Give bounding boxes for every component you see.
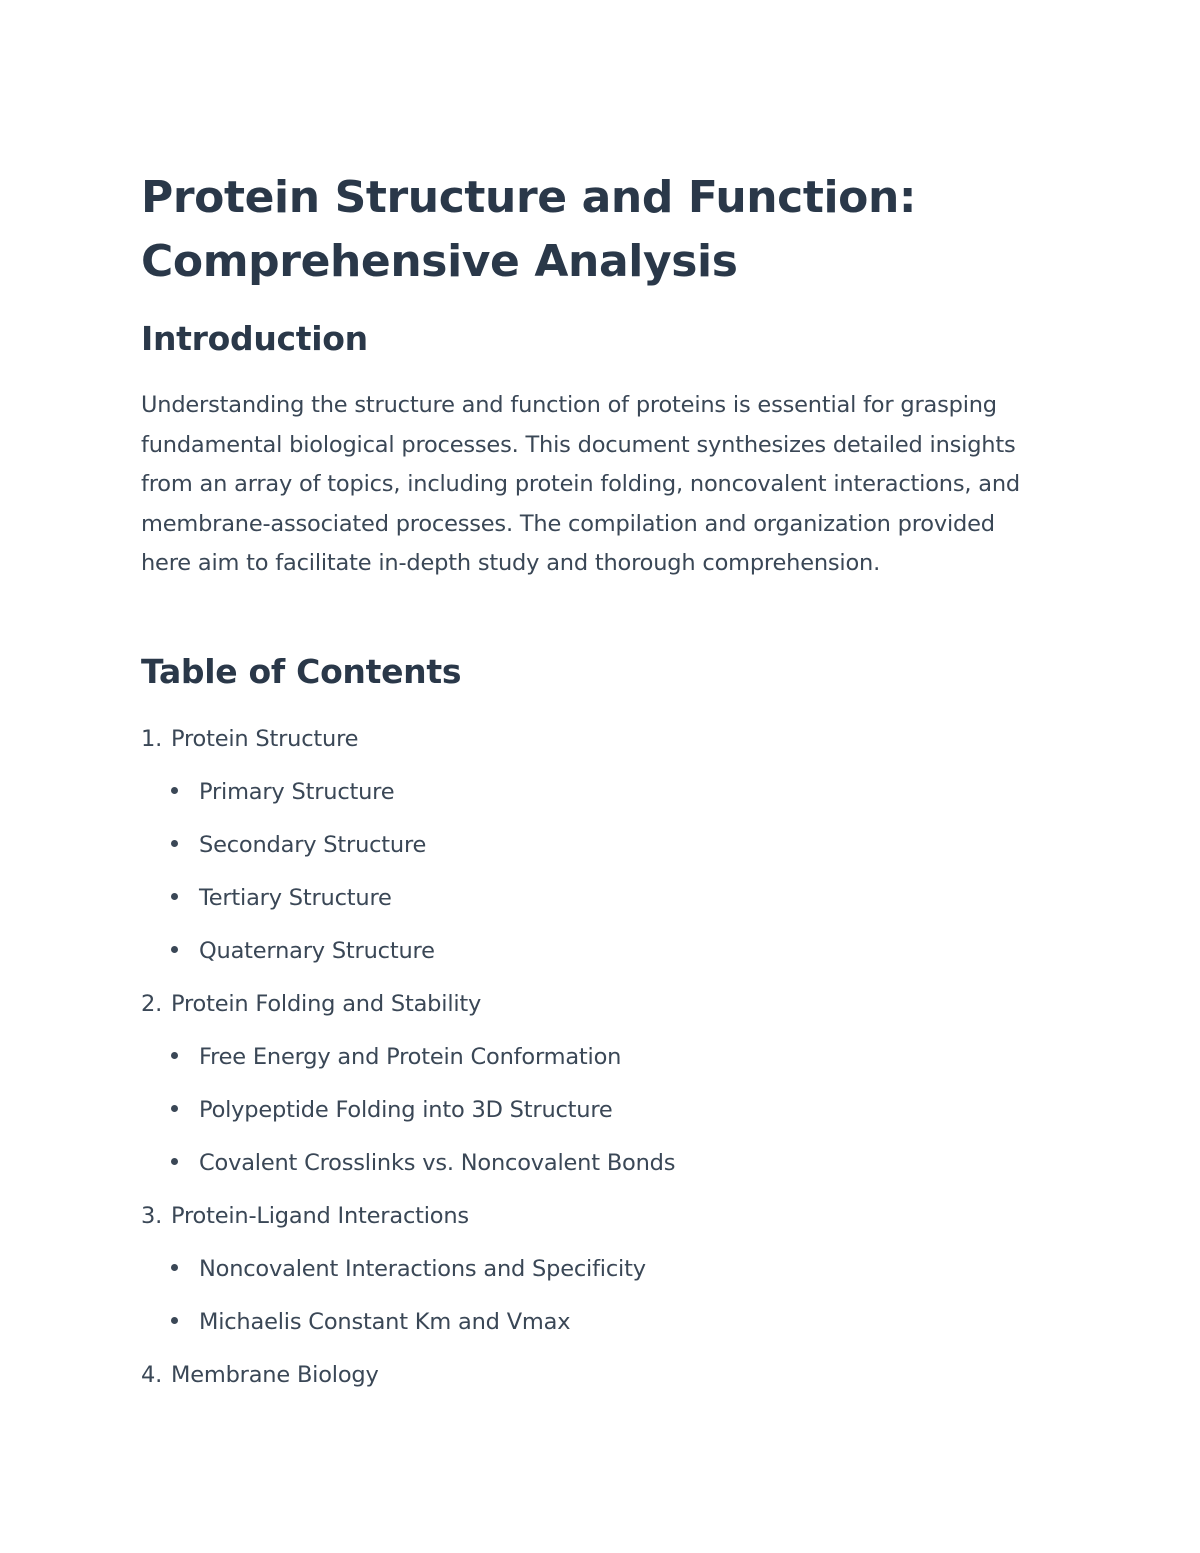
toc-item-protein-structure [141,717,1041,982]
toc-subitem: Noncovalent Interactions and Specificity [141,1247,1041,1300]
toc-item-protein-ligand [141,1194,1041,1353]
toc-subitem: Primary Structure [141,770,1041,823]
toc-label: Protein-Ligand Interactions [171,1203,469,1229]
table-of-contents [141,717,1041,1406]
bullet-icon [171,946,178,953]
toc-subitem: Free Energy and Protein Conformation [141,1035,1041,1088]
bullet-icon [171,840,178,847]
toc-subitem: Michaelis Constant Km and Vmax [141,1300,1041,1353]
toc-heading: Table of Contents [141,652,462,691]
toc-subitem: Polypeptide Folding into 3D Structure [141,1088,1041,1141]
toc-label: Membrane Biology [171,1362,379,1388]
bullet-icon [171,1158,178,1165]
toc-number: 4. [141,1362,163,1388]
document-title: Protein Structure and Function: Comprehensive Analysis [141,172,917,287]
toc-sublist [141,1247,1041,1353]
toc-number: 1. [141,726,163,752]
bullet-icon [171,1105,178,1112]
toc-item-membrane-biology [141,1353,1041,1406]
toc-label: Protein Folding and Stability [171,991,482,1017]
toc-subitem: Covalent Crosslinks vs. Noncovalent Bonds [141,1141,1041,1194]
toc-label: Protein Structure [171,726,359,752]
bullet-icon [171,893,178,900]
toc-subitem: Tertiary Structure [141,876,1041,929]
bullet-icon [171,1052,178,1059]
toc-number: 2. [141,991,163,1017]
bullet-icon [171,1264,178,1271]
toc-number: 3. [141,1203,163,1229]
bullet-icon [171,787,178,794]
toc-subitem: Quaternary Structure [141,929,1041,982]
toc-sublist [141,770,1041,982]
toc-subitem: Secondary Structure [141,823,1041,876]
toc-sublist [141,1035,1041,1194]
introduction-heading: Introduction [141,319,368,358]
toc-item-protein-folding [141,982,1041,1194]
bullet-icon [171,1317,178,1324]
document-content [141,166,1041,1388]
introduction-paragraph: Understanding the structure and function of proteins is essential for grasping fundamental biological processes. This document synthesizes detailed insights from an array of topics, including protein folding, noncovalent interactions, and membrane-associated processes. The compilation and organization provided here aim to facilitate in-depth study and thorough comprehension. [141,392,1020,576]
